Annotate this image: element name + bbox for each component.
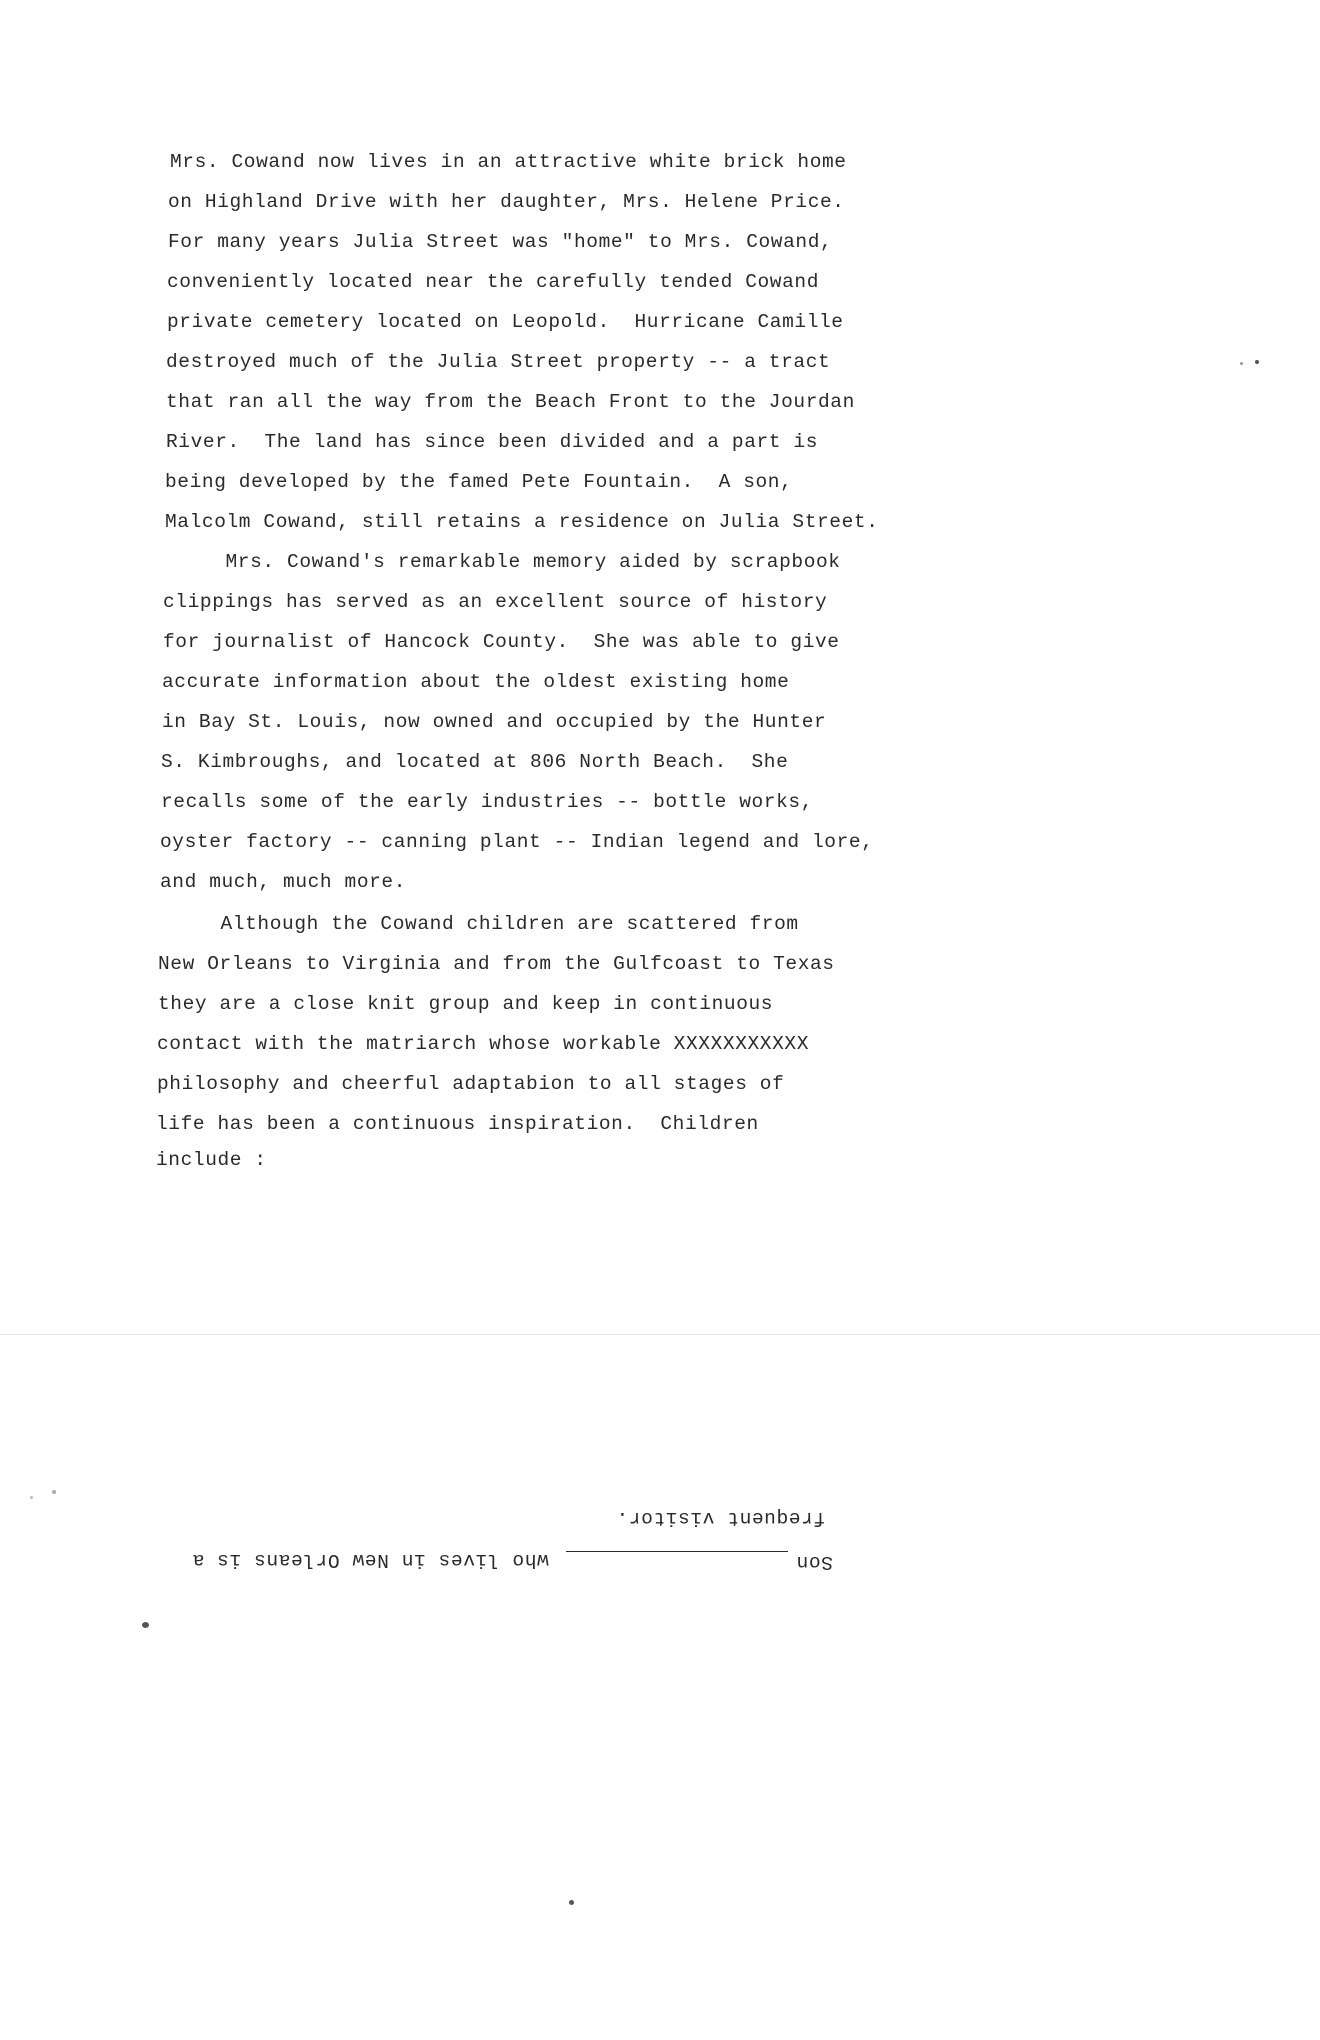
text-line: for journalist of Hancock County. She was able to give	[163, 631, 840, 653]
text-line: include :	[156, 1149, 267, 1171]
text-line: clippings has served as an excellent source of history	[163, 591, 828, 613]
scan-speck	[142, 1622, 149, 1628]
scan-speck	[1255, 360, 1259, 364]
text-line: For many years Julia Street was "home" to Mrs. Cowand,	[168, 231, 833, 253]
upside-down-line: frequent visitor.	[616, 1507, 826, 1529]
upside-down-line-son: Son	[796, 1551, 833, 1573]
scan-speck	[30, 1496, 33, 1499]
text-line: New Orleans to Virginia and from the Gulfcoast to Texas	[158, 953, 835, 975]
scan-speck	[569, 1900, 574, 1905]
blank-rule-line	[566, 1551, 788, 1552]
text-line: Although the Cowand children are scattered from	[159, 913, 799, 935]
text-line: recalls some of the early industries -- bottle works,	[161, 791, 814, 813]
text-line: they are a close knit group and keep in continuous	[158, 993, 774, 1015]
page-crease-mark	[0, 1334, 1320, 1335]
text-line: River. The land has since been divided and a part is	[166, 431, 819, 453]
text-line: accurate information about the oldest existing home	[162, 671, 790, 693]
text-line: conveniently located near the carefully tended Cowand	[167, 271, 820, 293]
text-line: and much, much more.	[160, 871, 407, 893]
upside-down-line: who lives in New Orleans is a	[192, 1549, 549, 1571]
text-line: Malcolm Cowand, still retains a residence on Julia Street.	[165, 511, 879, 533]
text-line: being developed by the famed Pete Fountain. A son,	[165, 471, 793, 493]
text-line: destroyed much of the Julia Street property -- a tract	[166, 351, 831, 373]
text-line: contact with the matriarch whose workable XXXXXXXXXXX	[157, 1033, 810, 1055]
text-line: oyster factory -- canning plant -- Indian legend and lore,	[160, 831, 874, 853]
scan-speck	[52, 1490, 56, 1494]
text-line: life has been a continuous inspiration. Children	[156, 1113, 759, 1135]
scan-speck	[1240, 362, 1243, 365]
text-line: private cemetery located on Leopold. Hurricane Camille	[167, 311, 844, 333]
text-line: Mrs. Cowand now lives in an attractive white brick home	[170, 151, 847, 173]
text-line: in Bay St. Louis, now owned and occupied by the Hunter	[162, 711, 827, 733]
text-line: Mrs. Cowand's remarkable memory aided by scrapbook	[164, 551, 841, 573]
text-line: that ran all the way from the Beach Front to the Jourdan	[166, 391, 855, 413]
text-line: on Highland Drive with her daughter, Mrs. Helene Price.	[168, 191, 845, 213]
text-line: S. Kimbroughs, and located at 806 North Beach. She	[161, 751, 789, 773]
text-line: philosophy and cheerful adaptabion to all stages of	[157, 1073, 785, 1095]
